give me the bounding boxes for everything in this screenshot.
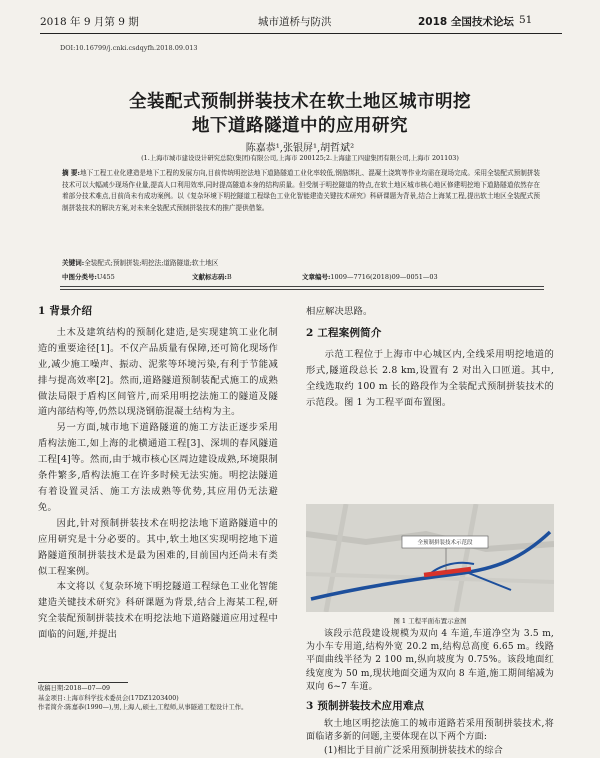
right-column-top (306, 304, 554, 410)
page-number: 51 (519, 14, 533, 26)
keywords-label: 关键词: (62, 259, 85, 267)
right-column-bottom (306, 628, 554, 758)
footnote-rule (38, 682, 128, 683)
received-date: 收稿日期:2018—07—09 (38, 685, 110, 692)
figure-label: 全预制拼装技术示范段 (417, 540, 473, 546)
section-1-paragraph: 土木及建筑结构的预制化建造,是实现建筑工业化制造的重要途径[1]。不仅产品质量有保障,还可简化现场作业,减少施工噪声、振动、泥浆等环境污染,有利于节能减排与提高效率[2]。然而,道路隧道预制装配式施工的成熟做法局限于盾构区间管片,而采用明挖法施工的隧道及隧道内部结构等,仍然以现浇钢筋混凝土结构为主。 (38, 326, 278, 418)
doi: DOI:10.16799/j.cnki.csdqyfh.2018.09.013 (60, 44, 198, 52)
author-bio: 作者简介:陈嘉恭(1990—),男,上海人,硕士,工程师,从事隧道工程设计工作。 (38, 704, 248, 711)
figure-caption: 图 1 工程平面布置示意图 (393, 617, 467, 625)
section-3-paragraph: 软土地区明挖法施工的城市道路若采用预制拼装技术,将面临诸多新的问题,主要体现在以下两个方面: (306, 719, 554, 743)
header-forum: 2018 全国技术论坛 (418, 16, 514, 28)
site-plan-image (306, 504, 554, 612)
section-1-paragraph: 因此,针对预制拼装技术在明挖法地下道路隧道中的应用研究是十分必要的。其中,软土地区实现明挖地下道路隧道预制拼装技术是最为困难的,目前国内还尚未有类似工程案例。 (38, 517, 278, 577)
divider-bottom (60, 289, 544, 290)
abstract-label: 摘 要: (62, 169, 80, 177)
clc: 中图分类号:U455 (62, 273, 115, 281)
section-1-heading: 1 背景介绍 (38, 305, 93, 317)
continued-text: 相应解决思路。 (306, 306, 373, 317)
abstract-text: 地下工程工业化建造是地下工程的发展方向,目前传统明挖法地下道路隧道工业化率较低,钢筋绑扎、混凝土浇筑等作业均需在现场完成。采用全装配式预制拼装技术可以大幅减少现场作业量,提高人口利用效率,同时提高隧道本身的结构质量。但受制于明挖隧道的特点,在软土地区城市核心地区修建明挖地下道路隧道依然存在着部分技术难点,目前尚未有成功案例。以《复杂环境下明挖隧道工程绿色工业化智能建造关键技术研究》科研课题为背景,结合上海某工程,提出软土地区全装配式预制拼装技术的解决方案,对未来全装配式预制拼装技术的推广提供借鉴。 (62, 169, 540, 212)
authors: 陈嘉恭¹,张银屏¹,胡哲斌² (245, 143, 355, 154)
header-issue: 2018 年 9 月第 9 期 (40, 16, 139, 28)
section-2-paragraph: 该段示范段建设规模为双向 4 车道,车道净空为 3.5 m,为小车专用道,结构外宽 20.2 m,结构总高度 6.65 m。线路平面曲线半径为 2 100 m,纵向坡度为 0.75%。该段地面红线宽度为 50 m,现状地面交通为双向 8 车道,施工期间缩减为双向 6~7 车道。 (306, 629, 554, 692)
section-2-heading: 2 工程案例简介 (306, 326, 382, 339)
abstract (62, 168, 540, 214)
doc-code: 文献标志码:B (192, 273, 232, 281)
header-rule (40, 33, 562, 34)
article-number: 文章编号:1009—7716(2018)09—0051—03 (302, 273, 438, 281)
header-journal: 城市道桥与防洪 (258, 16, 332, 28)
affiliation: (1.上海市城市建设设计研究总院(集团)有限公司,上海市 200125;2.上海建工四建集团有限公司,上海市 201103) (141, 154, 459, 162)
keywords-text: 全装配式;预制拼装;明挖法;道路隧道;软土地区 (84, 259, 219, 267)
footnote (38, 684, 278, 713)
section-3-paragraph: (1)相比于目前广泛采用预制拼装技术的综合 (324, 745, 503, 756)
left-column (38, 304, 278, 643)
divider-top (60, 286, 544, 287)
section-3-heading: 3 预制拼装技术应用难点 (306, 700, 425, 713)
title-line-2: 地下道路隧道中的应用研究 (192, 116, 408, 136)
keywords (62, 258, 540, 270)
fund-info: 基金项目:上海市科学技术委员会(17DZ1203400) (38, 694, 179, 702)
section-2-paragraph: 示范工程位于上海市中心城区内,全线采用明挖地道的形式,隧道段总长 2.8 km,设置有 2 对出入口匝道。其中,全线选取约 100 m 长的路段作为全装配式预制拼装技术的示范段。图 1 为工程平面布置图。 (306, 348, 554, 408)
section-1-paragraph: 另一方面,城市地下道路隧道的施工方法正逐步采用盾构法施工,如上海的北横通道工程[3]、深圳的春风隧道工程[4]等。然而,由于城市核心区周边建设成熟,环境限制条件繁多,盾构法施工在许多时候无法实施。明挖法隧道有着设置灵活、施工方法成熟等优势,其应用仍无法避免。 (38, 422, 278, 513)
section-1-paragraph: 本文将以《复杂环境下明挖隧道工程绿色工业化智能建造关键技术研究》科研课题为背景,结合上海某工程,研究全装配预制拼装技术在明挖法地下道路隧道应用过程中面临的问题,并提出 (38, 581, 278, 641)
figure-site-plan (306, 504, 554, 612)
title-line-1: 全装配式预制拼装技术在软土地区城市明挖 (129, 92, 471, 112)
